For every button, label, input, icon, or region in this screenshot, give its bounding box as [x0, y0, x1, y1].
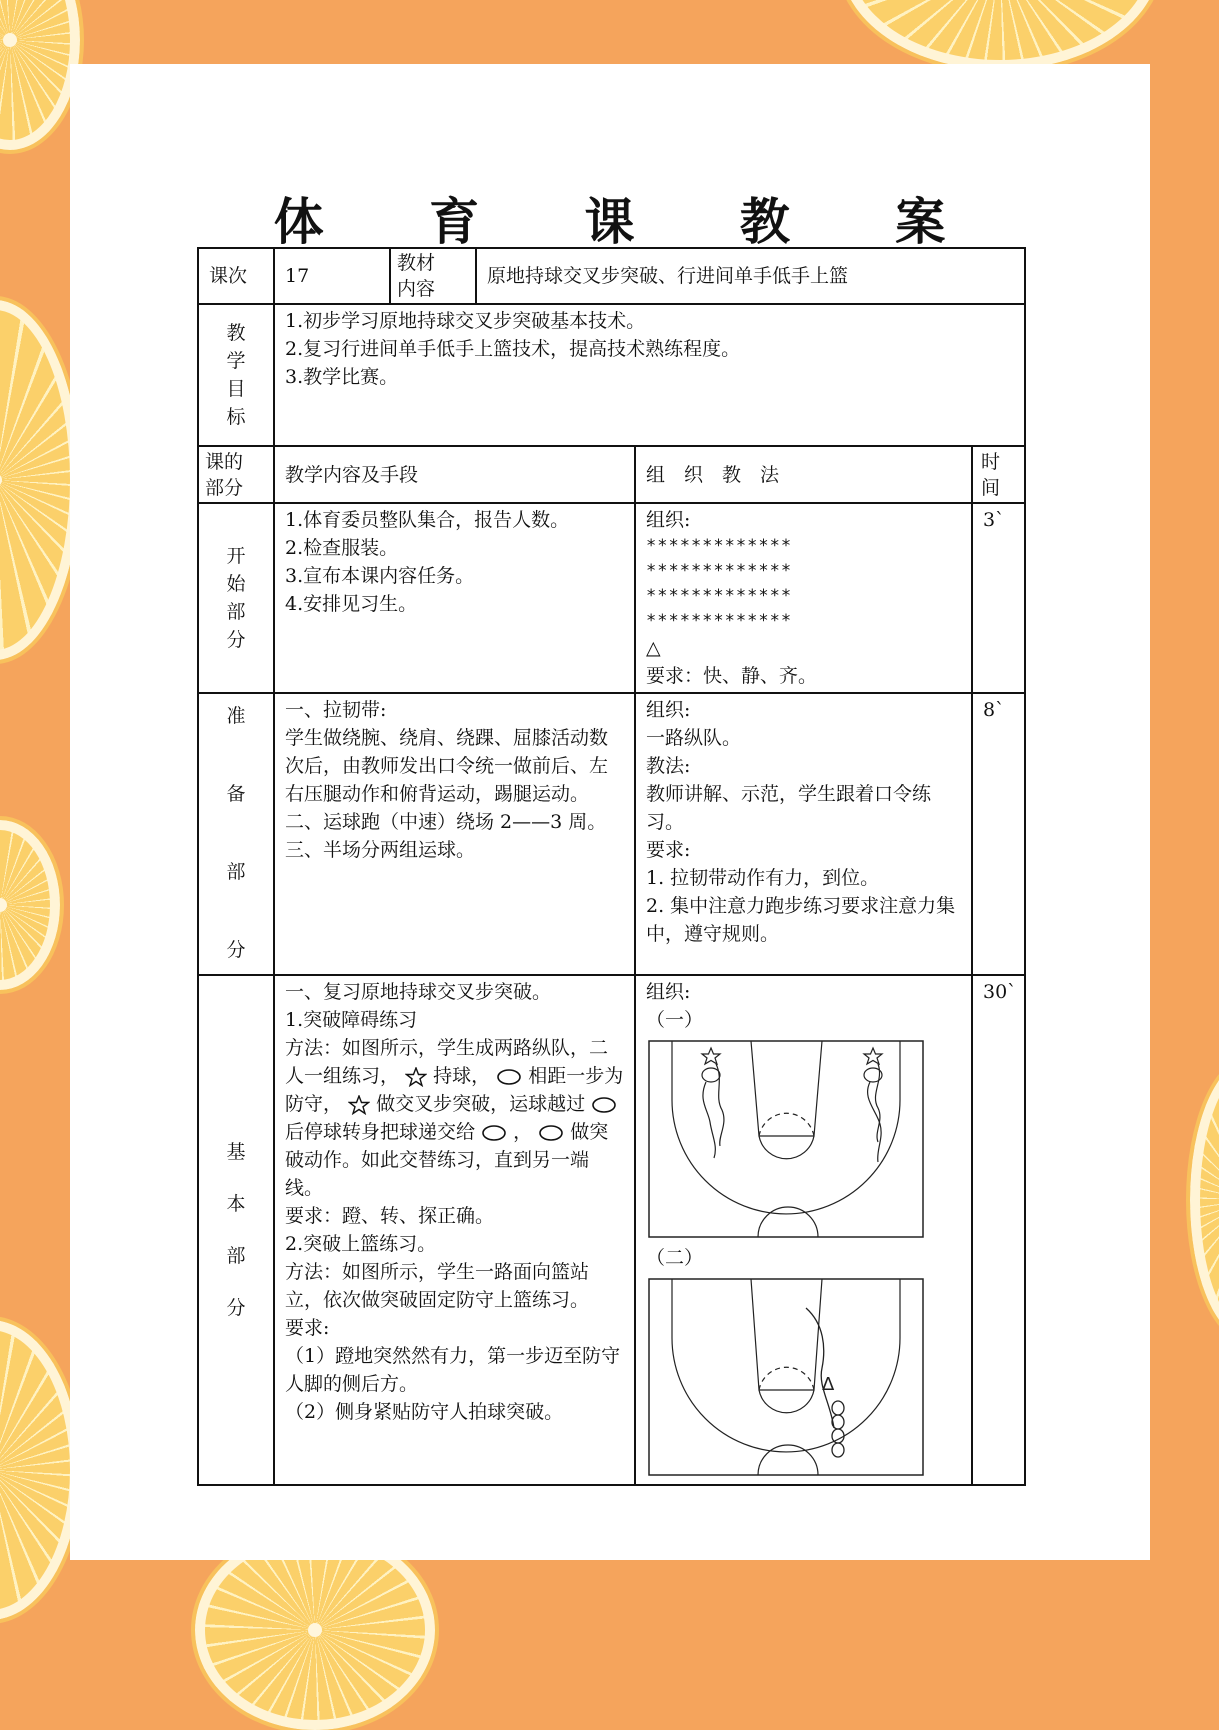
half-court-diagram-2	[648, 1278, 924, 1478]
content-line: 1.突破障碍练习	[285, 1009, 418, 1031]
label-char: 教	[226, 322, 246, 344]
free-throw-lane	[751, 1279, 822, 1390]
method-line: 要求:	[646, 839, 691, 861]
circle-defender-icon	[496, 1068, 522, 1086]
orange-slice-decoration	[195, 1530, 435, 1730]
start-content	[274, 503, 635, 693]
header-line: 部分	[205, 476, 244, 499]
basic-label	[198, 975, 274, 1485]
label-char: 目	[226, 378, 246, 400]
content-line: 一、复习原地持球交叉步突破。	[285, 981, 552, 1003]
column-header-row	[198, 446, 1025, 503]
material-label-line: 内容	[397, 278, 436, 300]
content-line: 二、运球跑（中速）绕场 2——3 周。	[285, 811, 607, 833]
objective-item: 3.教学比赛。	[285, 366, 399, 388]
content-line: 要求：蹬、转、探正确。	[285, 1205, 495, 1227]
circle-defender-icon	[481, 1124, 507, 1142]
label-char: 部	[226, 861, 246, 883]
content-line: 方法：如图所示，学生一路面向篮站立，依次做突破固定防守上篮练习。	[285, 1261, 590, 1311]
orange-slice-decoration	[1190, 1060, 1219, 1340]
label-char: 标	[226, 406, 246, 428]
label-char: 部	[226, 601, 246, 623]
free-throw-lane	[751, 1041, 822, 1136]
method-text: ，	[513, 1121, 533, 1143]
prep-label	[198, 693, 274, 975]
objectives-row	[198, 304, 1025, 446]
header-line: 间	[981, 476, 1001, 499]
objectives-content	[274, 304, 1025, 446]
start-time: 3`	[972, 503, 1025, 693]
star-attacker-icon	[864, 1048, 882, 1064]
header-line: 时	[981, 450, 1001, 473]
prep-section-row	[198, 693, 1025, 975]
circle-defender-icon	[702, 1068, 720, 1082]
material-value: 原地持球交叉步突破、行进间单手低手上篮	[476, 248, 1025, 304]
content-line: （2）侧身紧贴防守人拍球突破。	[285, 1401, 564, 1423]
orange-slice-decoration	[0, 820, 60, 990]
method-text: 做突破动作。如此交替练习，直到另一端线。	[285, 1121, 609, 1199]
content-line: 要求:	[285, 1317, 330, 1339]
circle-defender-icon	[538, 1124, 564, 1142]
orange-slice-decoration	[0, 300, 80, 660]
orange-slice-decoration	[840, 0, 1160, 70]
lesson-plan-table	[197, 247, 1026, 1486]
orange-slice-decoration	[0, 0, 80, 150]
dribble-path	[875, 1064, 880, 1142]
teacher-triangle-icon: △	[646, 637, 661, 659]
orange-slice-decoration	[0, 1320, 80, 1620]
material-label	[390, 248, 476, 304]
start-method	[635, 503, 972, 693]
basic-time: 30`	[972, 975, 1025, 1485]
session-value: 17	[274, 248, 390, 304]
circle-player-icon	[832, 1429, 844, 1443]
content-line: 1.体育委员整队集合，报告人数。	[285, 509, 570, 531]
circle-defender-icon	[591, 1096, 617, 1114]
method-line: 2. 集中注意力跑步练习要求注意力集中，遵守规则。	[646, 895, 956, 945]
method-text: 相距一步为防守，	[285, 1065, 624, 1115]
label-char: 始	[226, 573, 246, 595]
star-attacker-icon	[702, 1048, 720, 1064]
col-content-header: 教学内容及手段	[274, 446, 635, 503]
label-char: 学	[226, 350, 246, 372]
method-line: 组织:	[646, 509, 691, 531]
circle-player-icon	[832, 1401, 844, 1415]
label-char: 分	[226, 1297, 246, 1319]
content-line: 一、拉韧带:	[285, 699, 387, 721]
label-char: 部	[226, 1245, 246, 1267]
start-section-row	[198, 503, 1025, 693]
method-line: 组织:	[646, 981, 691, 1003]
content-line: 2.突破上篮练习。	[285, 1233, 437, 1255]
basic-section-row	[198, 975, 1025, 1485]
method-line: 教师讲解、示范，学生跟着口令练习。	[646, 783, 932, 833]
method-line: 要求：快、静、齐。	[646, 665, 818, 687]
label-char: 分	[226, 939, 246, 961]
label-char: 准	[226, 705, 246, 727]
method-text: 做交叉步突破，运球越过	[376, 1093, 586, 1115]
method-line: 教法:	[646, 755, 691, 777]
col-part-header	[198, 446, 274, 503]
drill-method-paragraph	[285, 1034, 624, 1202]
content-line: 2.检查服装。	[285, 537, 399, 559]
start-label	[198, 503, 274, 693]
label-char: 分	[226, 629, 246, 651]
method-line: 一路纵队。	[646, 727, 742, 749]
content-line: 4.安排见习生。	[285, 593, 418, 615]
drive-path	[806, 1308, 834, 1428]
label-char: 备	[226, 783, 246, 805]
page-title: 体 育 课 教 案	[273, 193, 990, 251]
col-method-header: 组 织 教 法	[635, 446, 972, 503]
prep-content	[274, 693, 635, 975]
label-char: 开	[226, 545, 246, 567]
circle-player-icon	[832, 1415, 844, 1429]
header-line: 课的	[205, 450, 244, 473]
basic-content	[274, 975, 635, 1485]
three-point-line	[672, 1279, 900, 1452]
objective-item: 1.初步学习原地持球交叉步突破基本技术。	[285, 310, 646, 332]
defender-triangle-icon: Δ	[822, 1374, 835, 1395]
figure-caption: （一）	[646, 1009, 704, 1031]
circle-player-icon	[832, 1443, 844, 1457]
col-time-header	[972, 446, 1025, 503]
material-label-line: 教材	[397, 252, 436, 274]
method-line: 组织:	[646, 699, 691, 721]
three-point-line	[672, 1041, 900, 1214]
label-char: 本	[226, 1193, 246, 1215]
header-row	[198, 248, 1025, 304]
star-attacker-icon	[348, 1095, 370, 1115]
formation-row: *************	[646, 561, 793, 581]
content-line: （1）蹬地突然然有力，第一步迈至防守人脚的侧后方。	[285, 1345, 621, 1395]
prep-method	[635, 693, 972, 975]
formation-row: *************	[646, 586, 793, 606]
half-court-diagram-1	[648, 1040, 924, 1240]
figure-caption: （二）	[646, 1247, 704, 1269]
method-text: 后停球转身把球递交给	[285, 1121, 476, 1143]
objectives-label	[198, 304, 274, 446]
content-line: 学生做绕腕、绕肩、绕踝、屈膝活动数次后，由教师发出口令统一做前后、左右压腿动作和俯背运动，踢腿运动。	[285, 727, 609, 805]
content-line: 三、半场分两组运球。	[285, 839, 476, 861]
method-text: 持球，	[433, 1065, 491, 1087]
method-text: 方法：如图所示，学生成两路纵队，二人一组练习，	[285, 1037, 609, 1087]
basic-method	[635, 975, 972, 1485]
content-line: 3.宣布本课内容任务。	[285, 565, 475, 587]
label-char: 基	[226, 1141, 246, 1163]
method-line: 1. 拉韧带动作有力，到位。	[646, 867, 880, 889]
prep-time: 8`	[972, 693, 1025, 975]
session-label: 课次	[198, 248, 274, 304]
formation-row: *************	[646, 536, 793, 556]
dribble-path	[703, 1082, 715, 1158]
star-attacker-icon	[405, 1067, 427, 1087]
formation-row: *************	[646, 611, 793, 631]
objective-item: 2.复习行进间单手低手上篮技术，提高技术熟练程度。	[285, 338, 741, 360]
